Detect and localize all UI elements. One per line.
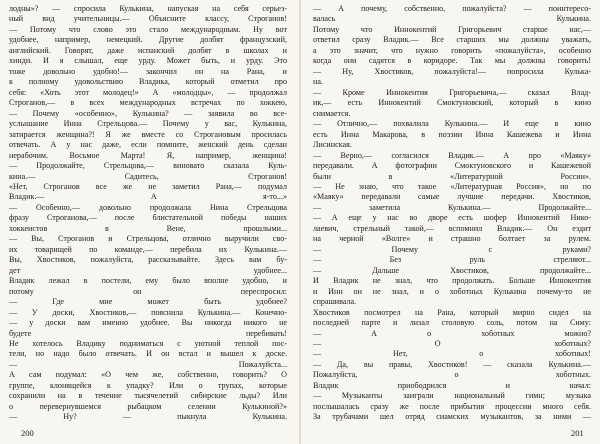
text-line: — Где мне может быть удобнее?	[9, 297, 287, 307]
text-line: к полному удовольствию Владика, который отметил про	[9, 77, 287, 87]
text-line: — У доски, Хвостиков,— пояснила Кулькина.— Конечно-	[9, 307, 287, 317]
text-line: Не хотелось Владику подниматься с уютной теплой пос-	[9, 339, 287, 348]
left-page	[9, 4, 287, 422]
text-line: удобнее, например, немецкий. Другие долбят французский,	[9, 35, 287, 45]
text-line: затирается женщина?! Я же вместе со Строгановым просилась	[9, 129, 287, 139]
text-line: услышание Инна Стрельцова.— Почему у вас, Кулькина,	[9, 119, 287, 129]
text-line: — Ну? — пыкнула Кулькина.	[9, 412, 287, 422]
text-line: Лисинская.	[313, 140, 352, 150]
text-line: — Почему с руками?	[313, 244, 591, 254]
text-line: себя: «Хоть этот молодец!» А «молодцы», — продолжал	[9, 87, 287, 97]
text-line: валась Кулькина.	[313, 14, 591, 24]
text-line: Владик приободрился и начал:	[313, 380, 591, 390]
text-line: Хвостиков посмотрел на Рана, который мирно сидел на	[313, 307, 591, 317]
text-line: — А еще у нас во дворе есть шофер Иннокентий Нико-	[313, 213, 591, 223]
text-line: будете перебивать!	[9, 328, 287, 338]
text-line: «Маяку» передавали самые лучшие передачи. Хвостиков,	[313, 192, 591, 202]
text-line: — Почему «особенно», Кулькина? — заявила во все-	[9, 108, 287, 118]
text-line: — у доски вам именно удобнее. Вы никогда никого не	[9, 318, 287, 328]
text-line: — Без руль стреляют...	[313, 255, 591, 265]
right-page	[313, 4, 591, 422]
page-gutter	[299, 0, 301, 444]
text-line: — Дальше Хвостиков, продолжайте...	[313, 265, 591, 275]
text-line: — Кроме Иннокентия Григорьевича,— сказал Влад-	[313, 87, 591, 97]
text-line: Владик.— А я-то...»	[9, 192, 287, 202]
text-line: лодны»? — спросила Кулькина, напуская на себя серьез-	[9, 4, 287, 13]
text-line: на.	[313, 77, 323, 87]
text-line: А сам подумал: «О чем же, собственно, говорить? О	[9, 370, 287, 380]
text-line: снимается.	[313, 108, 351, 118]
text-line: фразу Строганова,— после блистательной победы наших	[9, 213, 287, 223]
text-line: кина.— Садитесь, Строганов!	[9, 171, 287, 181]
text-line: — Не знаю, что такое «Литературная Россия», но по	[313, 181, 591, 191]
text-line: ответил сразу Владик.— Все старших мы должны уважать,	[313, 35, 591, 45]
text-line: были в «Литературной России».	[313, 171, 591, 181]
text-line: — Потому что слово это стало международным. Ну вот	[9, 24, 287, 34]
text-line: Строганов,— в всех международных встречах по хоккею,	[9, 98, 287, 108]
text-line: — Верно,— согласился Владик.— А про «Маяку»	[313, 150, 591, 160]
text-line: и Инн он не знал, и о хоботных Кулькина почему-то не	[313, 286, 591, 296]
text-line: — Нет, о хоботных!	[313, 349, 591, 359]
text-line: лаевич, стрельный такой,— вспомнил Владик.— Он ездит	[313, 223, 591, 233]
text-line: За трубачами шел отряд сиамских музыкантов, за ними —	[313, 412, 591, 422]
text-line: группе, клонящейся к упадку? Или о трупах, которые	[9, 380, 287, 390]
text-line: дет удобнее...	[9, 265, 287, 275]
text-line: — Да, вы правы, Хвостиков! — сказала Кулькина.—	[313, 359, 591, 369]
text-line: Пожалуйста, о хоботных.	[313, 370, 591, 380]
right-page-number: 201	[571, 428, 584, 438]
text-line: есть Инна Макарова, в поэзии Инна Кашежева и Инна	[313, 129, 591, 139]
text-line: — Особенно,— довольно продолжала Нина Стрельцова	[9, 202, 287, 212]
text-line: ик,— есть Иннокентий Смоктуновский, который в кино	[313, 98, 591, 108]
text-line: отвечать. А у нас даже, если помните, женский день сделан	[9, 140, 287, 150]
text-line: когда они садятся в коридоре. Так мы должны говорить!	[313, 56, 591, 66]
text-line: Владик лежал в постели, ему было вполне удобно, и	[9, 276, 287, 286]
left-page-number: 200	[21, 428, 34, 438]
text-line: ный вид учительницы.— Объясните классу, Строганов!	[9, 14, 287, 24]
text-line: — заметила Кулькина.— Продолжайте...	[313, 202, 591, 212]
text-line: — Продолжайте, Стрельцова,— виновато сказала Куль-	[9, 161, 287, 171]
text-line: Вы, Хвостиков, пожалуйста, рассказывайте. Здесь вам бу-	[9, 255, 287, 265]
text-line: «Нет, Строганов все же не заметил Рана,— подумал	[9, 181, 287, 191]
text-line: — Музыканты заиграли национальный гимн; музыка	[313, 391, 591, 401]
text-line: — Пожалуйста...	[9, 359, 287, 369]
text-line: английский. Говорят, даже испанский долбят в школах и	[9, 45, 287, 55]
text-line: нерабочим. Восьмое Марта! Я, например, женщина!	[9, 150, 287, 160]
text-line: о перевернувшемся рыбацком селении Кулькиной?»	[9, 401, 287, 411]
text-line: — Ну, Хвостиков, пожалуйста!— попросила Кулька-	[313, 66, 591, 76]
text-line: — Вы, Строганов и Стрельцова, отлично выручили сво-	[9, 234, 287, 244]
text-line: хоккеистов в Вене, прошлыми...	[9, 223, 287, 233]
text-line: их товарищей по команде,— перебила их Кулькина.—	[9, 244, 287, 254]
text-line: — О хоботных?	[313, 339, 591, 348]
text-line: последней парте и лизал столовую соль, потом на Симу:	[313, 318, 591, 328]
text-line: тоже довольно удобно!— закончил он на Рана, и	[9, 66, 287, 76]
text-line: — А почему, собственно, пожалуйста? — поинтересо-	[313, 4, 591, 13]
text-line: на черной «Волге» и страшно болтает за рулем.	[313, 234, 591, 244]
text-line: тели, но надо было отвечать. И он встал и вышел к доске.	[9, 349, 287, 359]
text-line: И Владик не знал, что продолжать. Больше Иннокентия	[313, 276, 591, 286]
text-line: потому он переспросил:	[9, 286, 287, 296]
text-line: — Отлично,— похвалила Кулькина.— И еще в кино	[313, 119, 591, 129]
text-line: хинди. И я слышал, еще урду. Может быть, и урду. Это	[9, 56, 287, 66]
text-line: а это значит, что нужно говорить «пожалуйста», особенно	[313, 45, 591, 55]
text-line: спрашивала.	[313, 297, 357, 307]
text-line: передавали. А фотографии Смоктуновского и Кашежевой	[313, 161, 591, 171]
text-line: послышалась сразу же после прибытия процессии много себя.	[313, 401, 591, 411]
text-line: Потому что Иннокентий Григорьевич старше нас,—	[313, 24, 591, 34]
text-line: — А о хоботных можно?	[313, 328, 591, 338]
text-line: сохранили на в течение тысячелетий сибирские льды? Или	[9, 391, 287, 401]
